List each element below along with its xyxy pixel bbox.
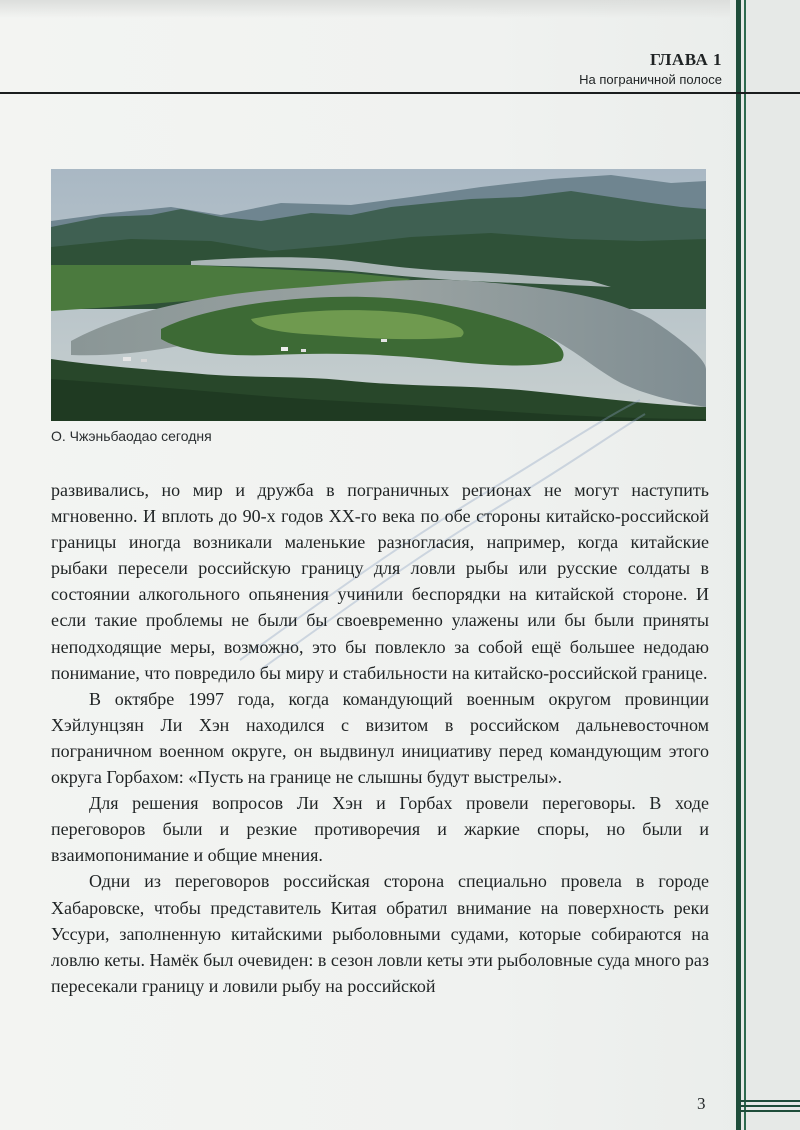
- footer-rule: [736, 1110, 800, 1112]
- figure-caption: О. Чжэньбаодао сегодня: [51, 428, 212, 444]
- paragraph: В октябре 1997 года, когда командующий военным округом провинции Хэйлунцзян Ли Хэн находился с визитом в российском дальневосточном пограничном военном округе, он выдвинул инициативу перед командующим этого округа Горбахом: «Пусть на границе не слышны будут выстрелы».: [51, 688, 709, 788]
- page-number: 3: [697, 1094, 706, 1113]
- margin-stripe: [736, 0, 741, 1130]
- chapter-subtitle: На пограничной полосе: [579, 72, 722, 87]
- paragraph: Одни из переговоров российская сторона специально провела в городе Хабаровске, чтобы представитель Китая обратил внимание на поверхность реки Уссури, заполненную китайскими рыболовными судами, которые собираются на ловлю кеты. Намёк был очевиден: в сезон ловли кеты эти рыболовные суда много раз пересекали границу и ловили рыбу на российской: [51, 871, 709, 996]
- footer-rule: [736, 1100, 800, 1102]
- footer-rules: [736, 1100, 800, 1115]
- footer-rule: [736, 1105, 800, 1107]
- paragraph: развивались, но мир и дружба в пограничных регионах не могут наступить мгновенно. И вплоть до 90-х годов XX-го века по обе стороны китайско-российской границы иногда возникали маленькие разногласия, например, когда китайские рыбаки пересели российскую границу для ловли рыбы или русские солдаты в состоянии алкогольного опьянения учинили беспорядки на китайской стороне. И если такие проблемы не были бы своевременно улажены или бы были приняты неподходящие меры, возможно, это бы повлекло за собой ещё большее недодаю понимание, что повредило бы миру и стабильности на китайско-российской границе.: [51, 480, 709, 683]
- river-valley-photo: [51, 169, 706, 421]
- header-rule: [0, 92, 800, 94]
- paragraph: Для решения вопросов Ли Хэн и Горбах провели переговоры. В ходе переговоров были и резкие противоречия и жаркие споры, но были и взаимопонимание и общие мнения.: [51, 793, 709, 866]
- margin-stripe-thin: [744, 0, 746, 1130]
- body-text: [51, 477, 709, 999]
- top-shadow: [0, 0, 730, 18]
- chapter-title: ГЛАВА 1: [650, 50, 722, 69]
